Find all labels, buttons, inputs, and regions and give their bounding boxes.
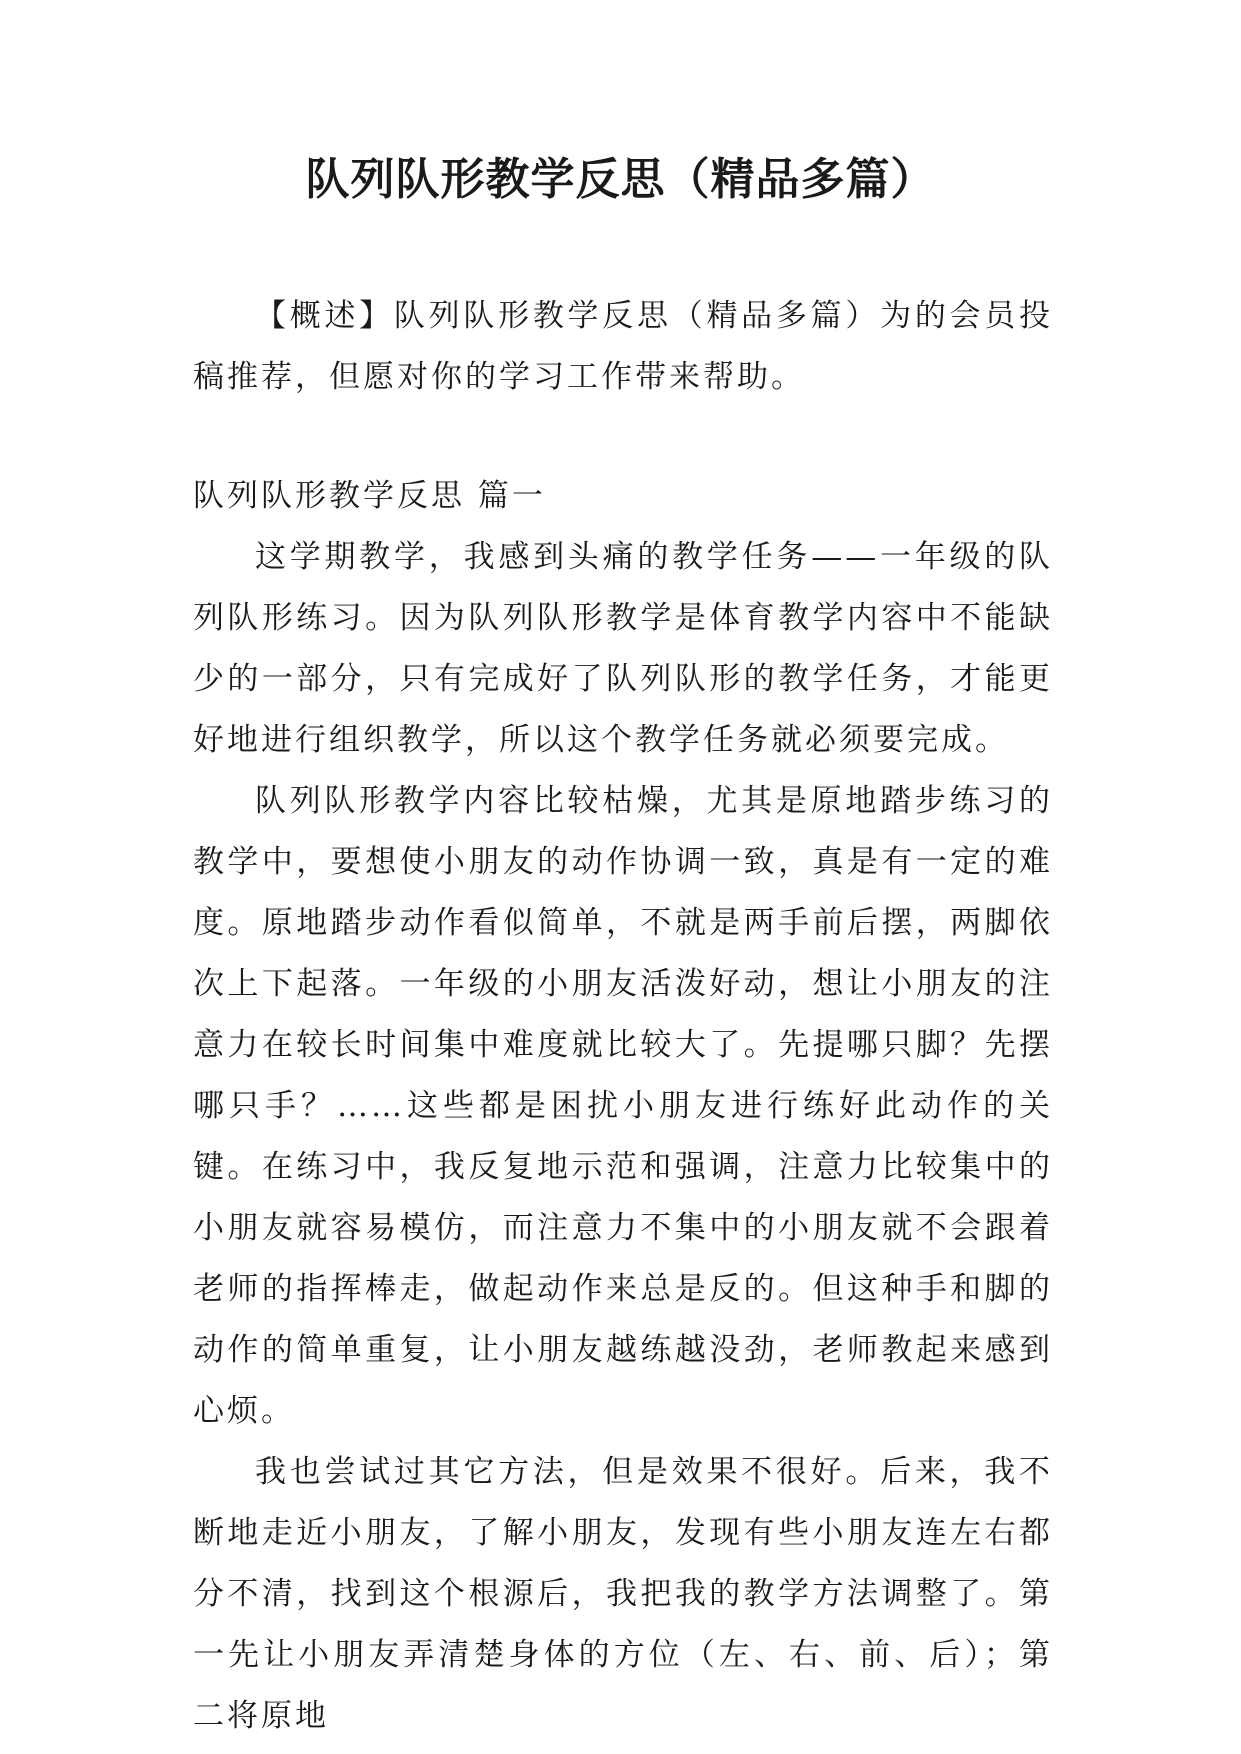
section-heading: 队列队形教学反思 篇一 [193, 478, 546, 514]
body-paragraph-2: 队列队形教学内容比较枯燥，尤其是原地踏步练习的教学中，要想使小朋友的动作协调一致，真是有一定的难度。原地踏步动作看似简单，不就是两手前后摆，两脚依次上下起落。一年级的小朋友活泼好动，想让小朋友的注意力在较长时间集中难度就比较大了。先提哪只脚？先摆哪只手？……这些都是困扰小朋友进行练好此动作的关键。在练习中，我反复地示范和强调，注意力比较集中的小朋友就容易模仿，而注意力不集中的小朋友就不会跟着老师的指挥棒走，做起动作来总是反的。但这种手和脚的动作的简单重复，让小朋友越练越没劲，老师教起来感到心烦。 [193, 783, 1053, 1429]
document-body [193, 286, 1053, 1747]
document-title: 队列队形教学反思（精品多篇） [305, 154, 936, 205]
summary-paragraph: 【概述】队列队形教学反思（精品多篇）为的会员投稿推荐，但愿对你的学习工作带来帮助。 [193, 298, 1053, 395]
body-paragraph-1: 这学期教学，我感到头痛的教学任务——一年级的队列队形练习。因为队列队形教学是体育教学内容中不能缺少的一部分，只有完成好了队列队形的教学任务，才能更好地进行组织教学，所以这个教学任务就必须要完成。 [193, 539, 1053, 758]
body-paragraph-3: 我也尝试过其它方法，但是效果不很好。后来，我不断地走近小朋友，了解小朋友，发现有些小朋友连左右都分不清，找到这个根源后，我把我的教学方法调整了。第一先让小朋友弄清楚身体的方位（左、右、前、后）；第二将原地 [193, 1454, 1053, 1734]
